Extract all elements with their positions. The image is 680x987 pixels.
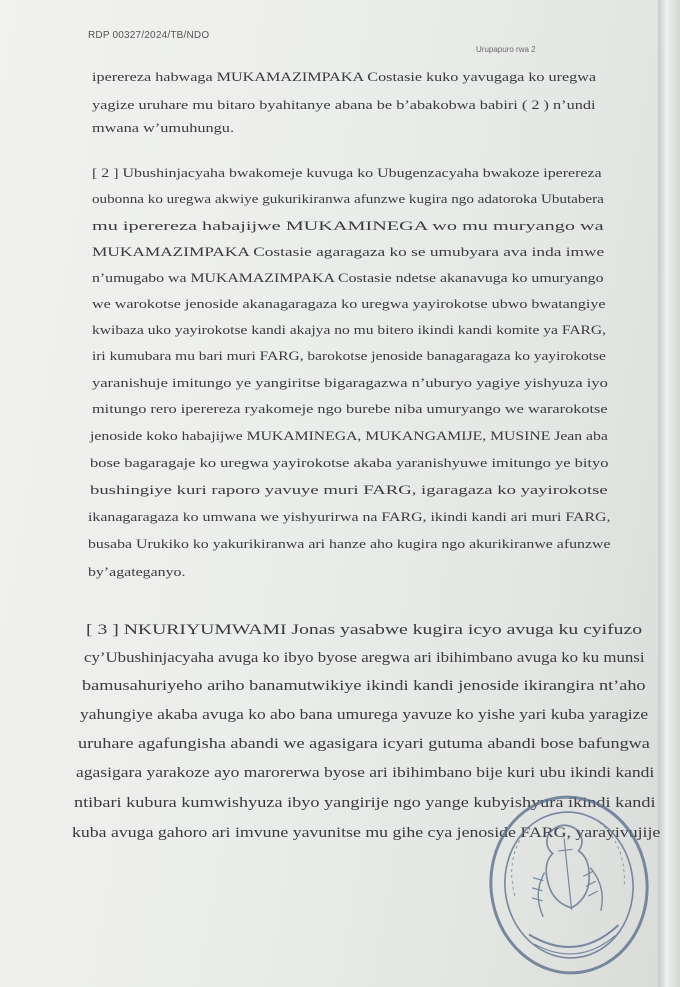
page-number: Urupapuro rwa 2 — [476, 45, 536, 54]
text-line: oubonna ko uregwa akwiye gukurikiranwa afunzwe kugira ngo adatoroka Ubutabera — [92, 192, 604, 206]
text-line: [ 3 ] NKURIYUMWAMI Jonas yasabwe kugira icyo avuga ku cyifuzo — [86, 622, 643, 638]
text-line: busaba Urukiko ko yakurikiranwa ari hanze aho kugira ngo akurikiranwe afunzwe — [88, 537, 611, 551]
court-seal-stamp — [475, 782, 664, 987]
text-line: bushingiye kuri raporo yavuye muri FARG, igaragaza ko yayirokotse — [90, 483, 608, 497]
text-line: bose bagaragaje ko uregwa yayirokotse akaba yaranishyuwe imitungo ye bityo — [90, 456, 609, 470]
text-line: n’umugabo wa MUKAMAZIMPAKA Costasie ndetse akanavuga ko umuryango — [92, 271, 604, 285]
text-line: ntibari kubura kumwishyuza ibyo yangirije ngo yange kubyishyura ikindi kandi — [74, 795, 656, 811]
text-line: cy’Ubushinjacyaha avuga ko ibyo byose aregwa ari ibihimbano avuga ko ku munsi — [84, 650, 645, 666]
text-line: jenoside koko habajijwe MUKAMINEGA, MUKANGAMIJE, MUSINE Jean aba — [90, 429, 608, 443]
text-line: agasigara yarakoze ayo marorerwa byose ari ibihimbano bije kuri ubu ikindi kandi — [76, 765, 655, 781]
underlying-page-edge — [658, 0, 680, 987]
text-line: by’agateganyo. — [88, 565, 186, 579]
text-line: ikanagaragaza ko umwana we yishyurirwa na FARG, ikindi kandi ari muri FARG, — [88, 510, 611, 524]
text-line: yagize uruhare mu bitaro byahitanye abana be b’abakobwa babiri ( 2 ) n’undi — [92, 98, 596, 112]
text-line: bamusahuriyeho ariho banamutwikiye ikindi kandi jenoside ikirangira nt’aho — [82, 678, 646, 694]
text-line: iri kumubara mu bari muri FARG, barokotse jenoside banagaragaza ko yayirokotse — [92, 349, 606, 363]
text-line: iperereza habwaga MUKAMAZIMPAKA Costasie kuko yavugaga ko uregwa — [92, 70, 597, 84]
case-reference: RDP 00327/2024/TB/NDO — [88, 30, 210, 41]
text-line: MUKAMAZIMPAKA Costasie agaragaza ko se umubyara ava inda imwe — [92, 245, 605, 259]
text-line: kuba avuga gahoro ari imvune yavunitse mu gihe cya jenoside FARG, yarayivujije — [72, 825, 661, 841]
text-line: yaranishuje imitungo ye yangiritse bigaragazwa n’uburyo yagiye yishyuza iyo — [92, 376, 608, 390]
text-line: yahungiye akaba avuga ko abo bana umurega yavuze ko yishe yari kuba yaragize — [80, 707, 649, 723]
text-line: uruhare agafungisha abandi we agasigara icyari gutuma abandi bose bafungwa — [78, 736, 650, 752]
text-line: mwana w’umuhungu. — [92, 121, 235, 135]
text-line: we warokotse jenoside akanagaragaza ko uregwa yayirokotse ubwo bwatangiye — [92, 297, 606, 311]
text-line: kwibaza uko yayirokotse kandi akajya no mu bitero ikindi kandi komite ya FARG, — [92, 323, 607, 337]
text-line: mu iperereza habajijwe MUKAMINEGA wo mu muryango wa — [92, 219, 604, 233]
text-line: [ 2 ] Ubushinjacyaha bwakomeje kuvuga ko Ubugenzacyaha bwakoze iperereza — [92, 166, 602, 180]
text-line: mitungo rero iperereza ryakomeje ngo burebe niba umuryango we wararokotse — [92, 402, 608, 416]
